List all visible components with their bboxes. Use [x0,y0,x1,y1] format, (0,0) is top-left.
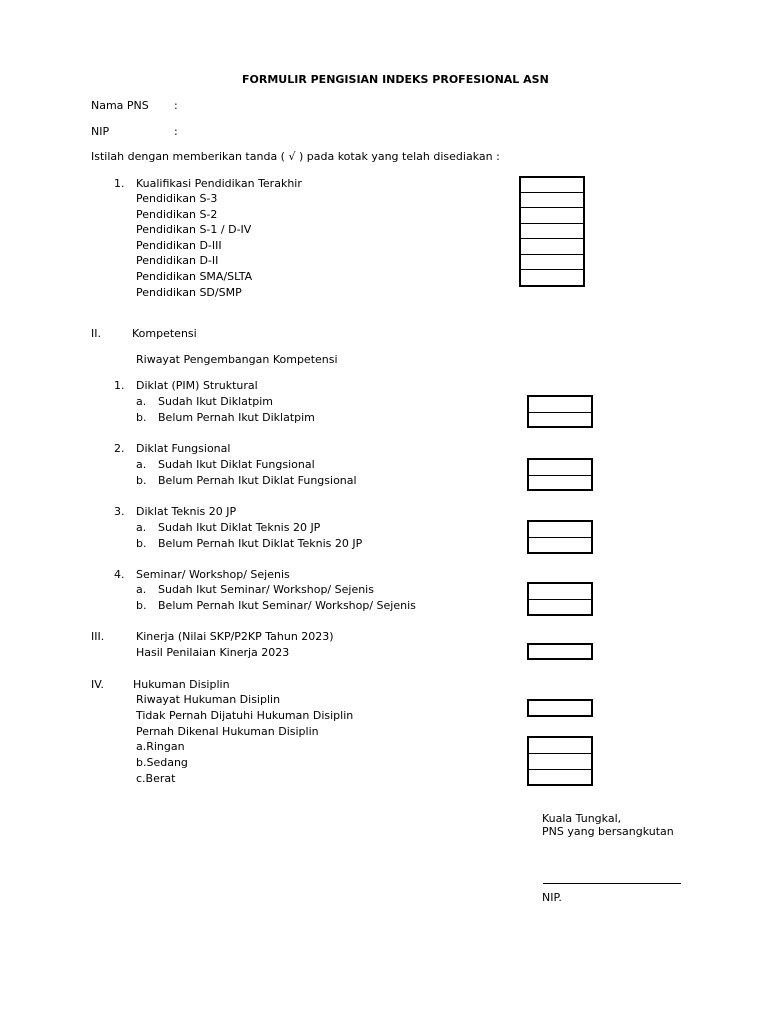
competency-item-label: Diklat Fungsional [136,442,231,455]
nama-pns-colon: : [174,99,178,112]
checkbox-ringan[interactable] [529,738,591,754]
option-letter: b. [136,411,147,424]
option-letter: b. [136,537,147,550]
section2-roman: II. [91,327,101,340]
signature-nip: NIP. [542,891,562,904]
instruction-text: Istilah dengan memberikan tanda ( √ ) pada kotak yang telah disediakan : [91,150,500,163]
checkbox-education-3[interactable] [521,208,583,224]
checkbox-education-2[interactable] [521,193,583,208]
hukuman-line: Pernah Dikenal Hukuman Disiplin [136,725,319,738]
hukuman-line: Riwayat Hukuman Disiplin [136,693,281,706]
education-checkbox-group [519,176,585,287]
checkbox-sudah[interactable] [529,397,591,413]
education-option-d2: Pendidikan D-II [136,254,219,267]
option-text: Belum Pernah Ikut Diklat Fungsional [158,474,357,487]
competency-item-label: Diklat (PIM) Struktural [136,379,258,392]
option-text: Belum Pernah Ikut Seminar/ Workshop/ Sejenis [158,599,416,612]
checkbox-sudah[interactable] [529,460,591,476]
checkbox-sudah[interactable] [529,584,591,600]
competency-item-label: Seminar/ Workshop/ Sejenis [136,568,290,581]
hukuman-line: c.Berat [136,772,176,785]
option-letter: a. [136,458,147,471]
education-option-sd: Pendidikan SD/SMP [136,286,242,299]
diklat-fungsional-checkbox-group [527,458,593,491]
section2-subheading: Riwayat Pengembangan Kompetensi [136,353,338,366]
diklatpim-checkbox-group [527,395,593,428]
option-text: Sudah Ikut Diklat Fungsional [158,458,315,471]
nama-pns-label: Nama PNS [91,99,149,112]
diklat-teknis-checkbox-group [527,520,593,554]
kinerja-input-box[interactable] [527,643,593,660]
section4-heading: Hukuman Disiplin [133,678,230,691]
checkbox-belum[interactable] [529,600,591,616]
education-option-d3: Pendidikan D-III [136,239,222,252]
hukuman-checkbox-group [527,736,593,786]
option-text: Belum Pernah Ikut Diklat Teknis 20 JP [158,537,363,550]
section4-roman: IV. [91,678,104,691]
checkbox-education-6[interactable] [521,255,583,270]
checkbox-education-4[interactable] [521,224,583,239]
tidak-pernah-checkbox[interactable] [527,699,593,717]
signature-line [543,883,681,884]
hukuman-line: Tidak Pernah Dijatuhi Hukuman Disiplin [136,709,354,722]
checkbox-education-1[interactable] [521,178,583,193]
option-letter: b. [136,474,147,487]
signature-place: Kuala Tungkal, [542,812,622,825]
checkbox-belum[interactable] [529,538,591,554]
nip-colon: : [174,125,178,138]
hukuman-line: a.Ringan [136,740,185,753]
section3-heading: Kinerja (Nilai SKP/P2KP Tahun 2023) [136,630,334,643]
option-text: Belum Pernah Ikut Diklatpim [158,411,315,424]
competency-item-number: 3. [114,505,125,518]
competency-item-label: Diklat Teknis 20 JP [136,505,237,518]
checkbox-sedang[interactable] [529,754,591,770]
checkbox-education-5[interactable] [521,239,583,255]
section2-heading: Kompetensi [132,327,197,340]
option-text: Sudah Ikut Seminar/ Workshop/ Sejenis [158,583,374,596]
option-text: Sudah Ikut Diklat Teknis 20 JP [158,521,321,534]
seminar-checkbox-group [527,582,593,616]
option-text: Sudah Ikut Diklatpim [158,395,273,408]
competency-item-number: 1. [114,379,125,392]
education-option-s2: Pendidikan S-2 [136,208,218,221]
checkbox-sudah[interactable] [529,522,591,538]
form-title: FORMULIR PENGISIAN INDEKS PROFESIONAL ASN [242,73,549,86]
option-letter: a. [136,395,147,408]
education-option-s3: Pendidikan S-3 [136,192,218,205]
hukuman-line: b.Sedang [136,756,188,769]
checkbox-berat[interactable] [529,770,591,784]
checkbox-belum[interactable] [529,476,591,491]
option-letter: b. [136,599,147,612]
education-option-sma: Pendidikan SMA/SLTA [136,270,253,283]
section3-roman: III. [91,630,105,643]
checkbox-education-7[interactable] [521,270,583,285]
nip-label: NIP [91,125,110,138]
option-letter: a. [136,583,147,596]
education-option-s1: Pendidikan S-1 / D-IV [136,223,252,236]
kinerja-label: Hasil Penilaian Kinerja 2023 [136,646,290,659]
section1-heading: Kualifikasi Pendidikan Terakhir [136,177,302,190]
checkbox-belum[interactable] [529,413,591,428]
competency-item-number: 2. [114,442,125,455]
section1-number: 1. [114,177,125,190]
option-letter: a. [136,521,147,534]
competency-item-number: 4. [114,568,125,581]
signature-role: PNS yang bersangkutan [542,825,674,838]
